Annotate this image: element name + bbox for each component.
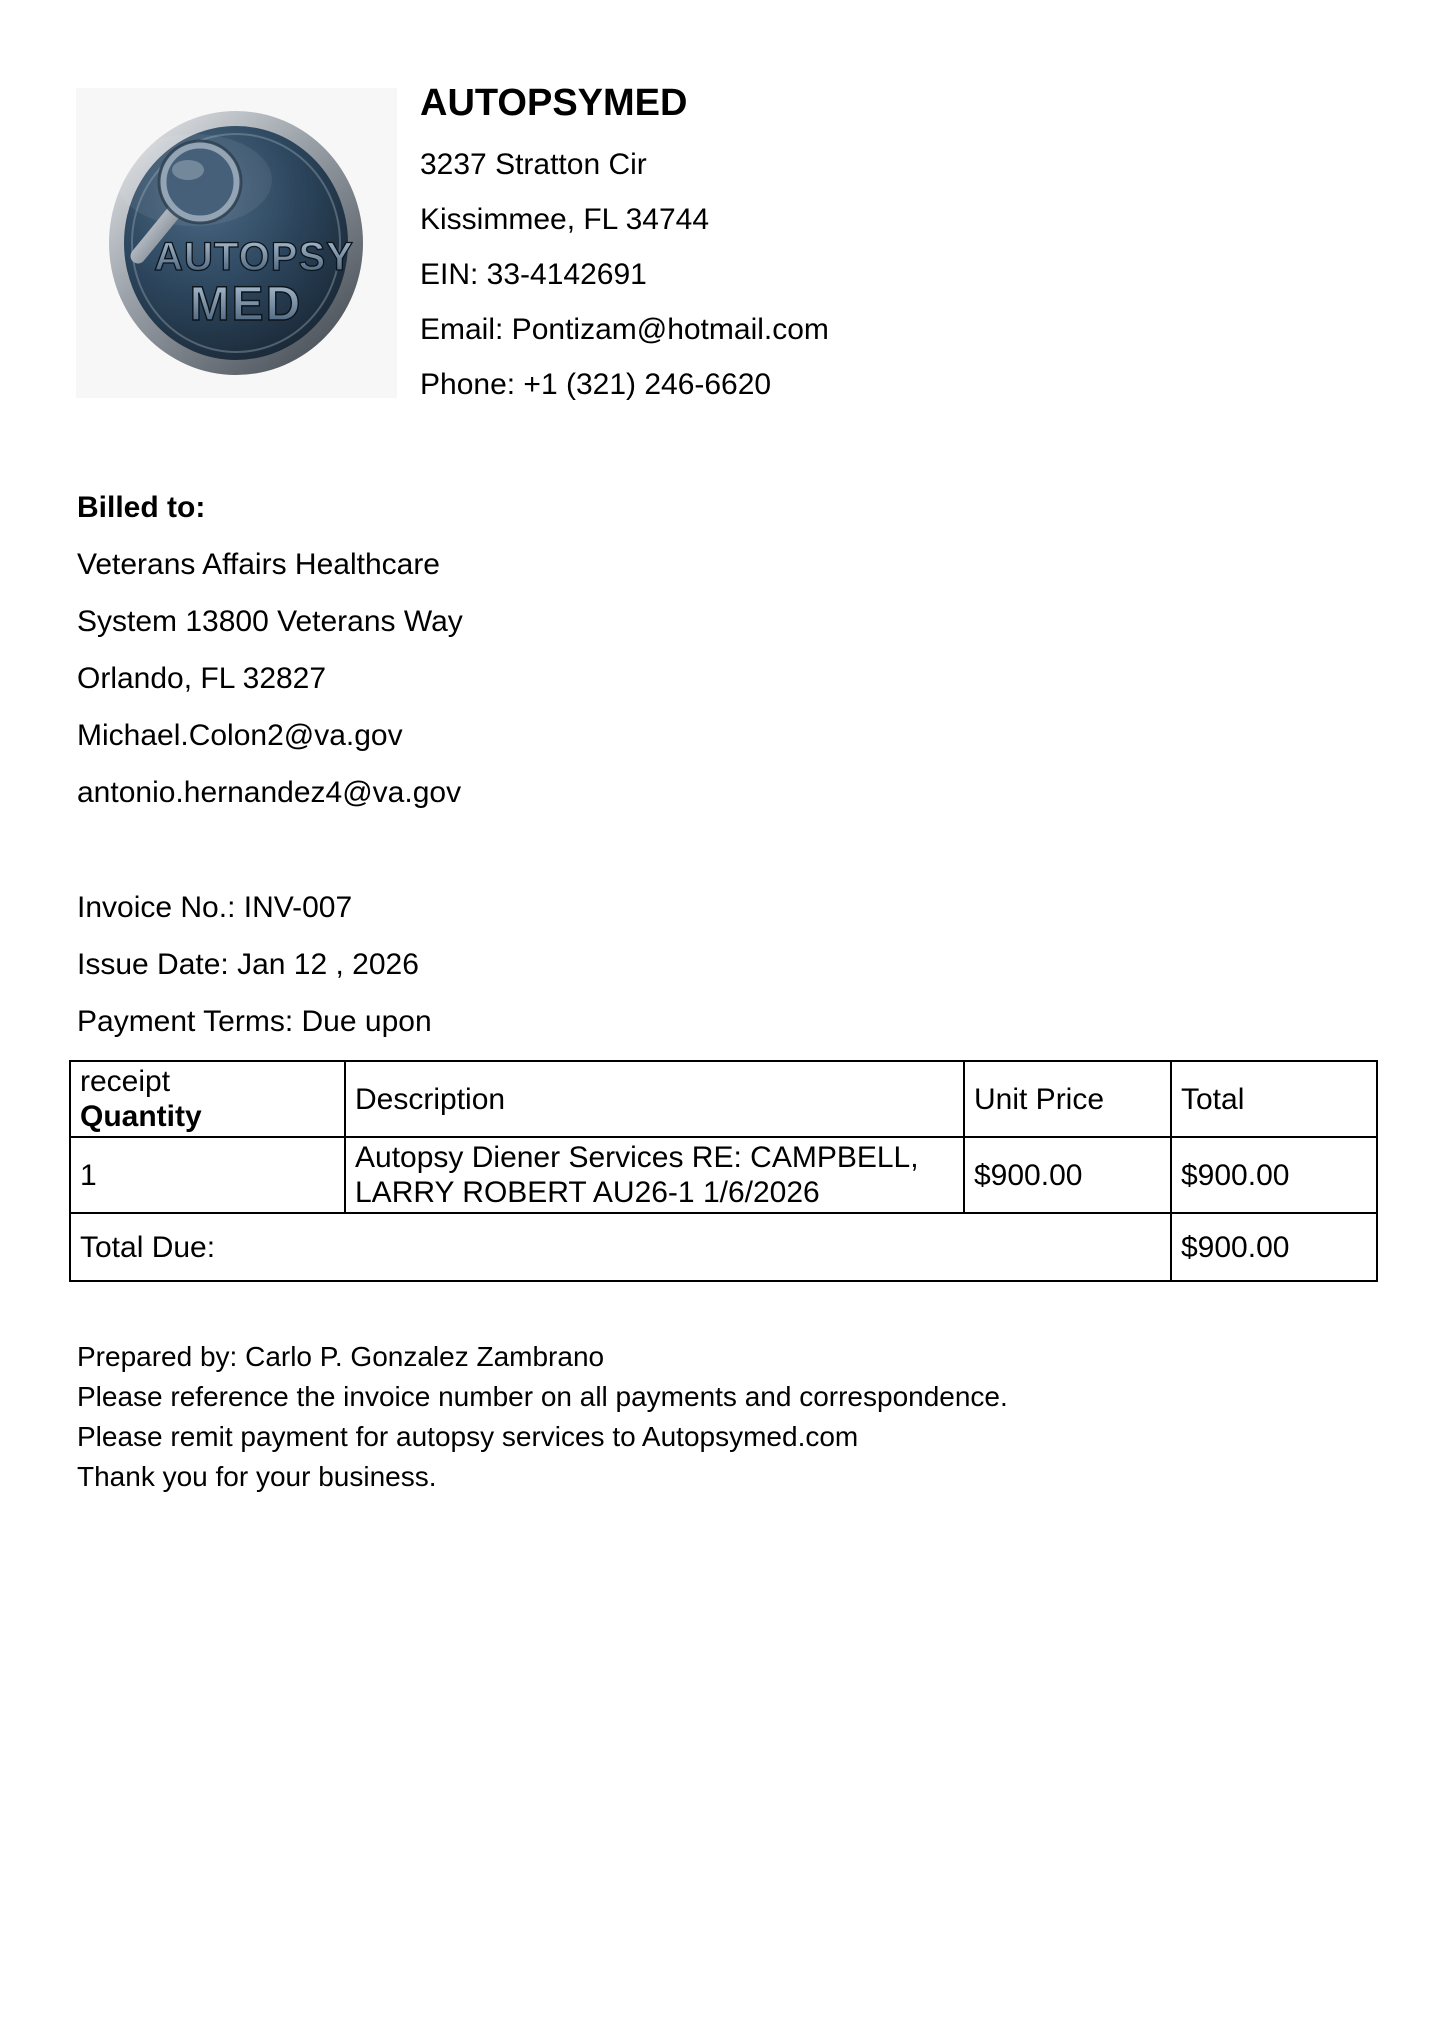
invoice-number: Invoice No.: INV-007 <box>77 891 353 924</box>
footer-notes <box>77 1337 1008 1497</box>
line-items-table <box>69 1060 1378 1282</box>
prepared-by-line: Prepared by: Carlo P. Gonzalez Zambrano <box>77 1341 605 1372</box>
line-item-row <box>70 1137 1377 1213</box>
unit-price-header: Unit Price <box>964 1061 1171 1137</box>
item-description: Autopsy Diener Services RE: CAMPBELL, LARRY ROBERT AU26-1 1/6/2026 <box>345 1137 964 1213</box>
badge-word-med: MED <box>189 278 303 331</box>
company-logo <box>76 88 397 398</box>
issue-date: Issue Date: Jan 12 , 2026 <box>77 948 419 981</box>
total-due-label: Total Due: <box>70 1213 1171 1281</box>
total-header: Total <box>1171 1061 1377 1137</box>
billed-to-line-3: Orlando, FL 32827 <box>77 662 327 695</box>
company-address-line-2: Kissimmee, FL 34744 <box>420 203 710 236</box>
billed-to-line-1: Veterans Affairs Healthcare <box>77 548 440 581</box>
autopsymed-badge-image <box>76 88 397 398</box>
total-due-value: $900.00 <box>1171 1213 1377 1281</box>
payment-terms: Payment Terms: Due upon <box>77 1005 432 1038</box>
thank-you-line: Thank you for your business. <box>77 1461 437 1492</box>
quantity-header: Quantity <box>80 1100 202 1133</box>
reference-note-line: Please reference the invoice number on all payments and correspondence. <box>77 1381 1008 1412</box>
billed-to-block <box>77 479 463 821</box>
table-header-row <box>70 1061 1377 1137</box>
receipt-wrap-text: receipt <box>80 1065 171 1098</box>
total-due-row <box>70 1213 1377 1281</box>
company-info-block <box>420 137 829 412</box>
company-email: Email: Pontizam@hotmail.com <box>420 313 829 346</box>
description-header: Description <box>345 1061 964 1137</box>
badge-word-autopsy: AUTOPSY <box>154 235 354 279</box>
quantity-header-cell <box>70 1061 345 1137</box>
item-quantity: 1 <box>70 1137 345 1213</box>
item-unit-price: $900.00 <box>964 1137 1171 1213</box>
remit-payment-line: Please remit payment for autopsy services to Autopsymed.com <box>77 1421 859 1452</box>
billed-to-label: Billed to: <box>77 491 206 524</box>
billed-to-email-2: antonio.hernandez4@va.gov <box>77 776 462 809</box>
company-name: AUTOPSYMED <box>420 82 688 124</box>
company-ein: EIN: 33-4142691 <box>420 258 647 291</box>
billed-to-line-2: System 13800 Veterans Way <box>77 605 463 638</box>
invoice-meta-block <box>77 879 432 1050</box>
item-total: $900.00 <box>1171 1137 1377 1213</box>
billed-to-email-1: Michael.Colon2@va.gov <box>77 719 403 752</box>
company-phone: Phone: +1 (321) 246-6620 <box>420 368 772 401</box>
company-address-line-1: 3237 Stratton Cir <box>420 148 647 181</box>
